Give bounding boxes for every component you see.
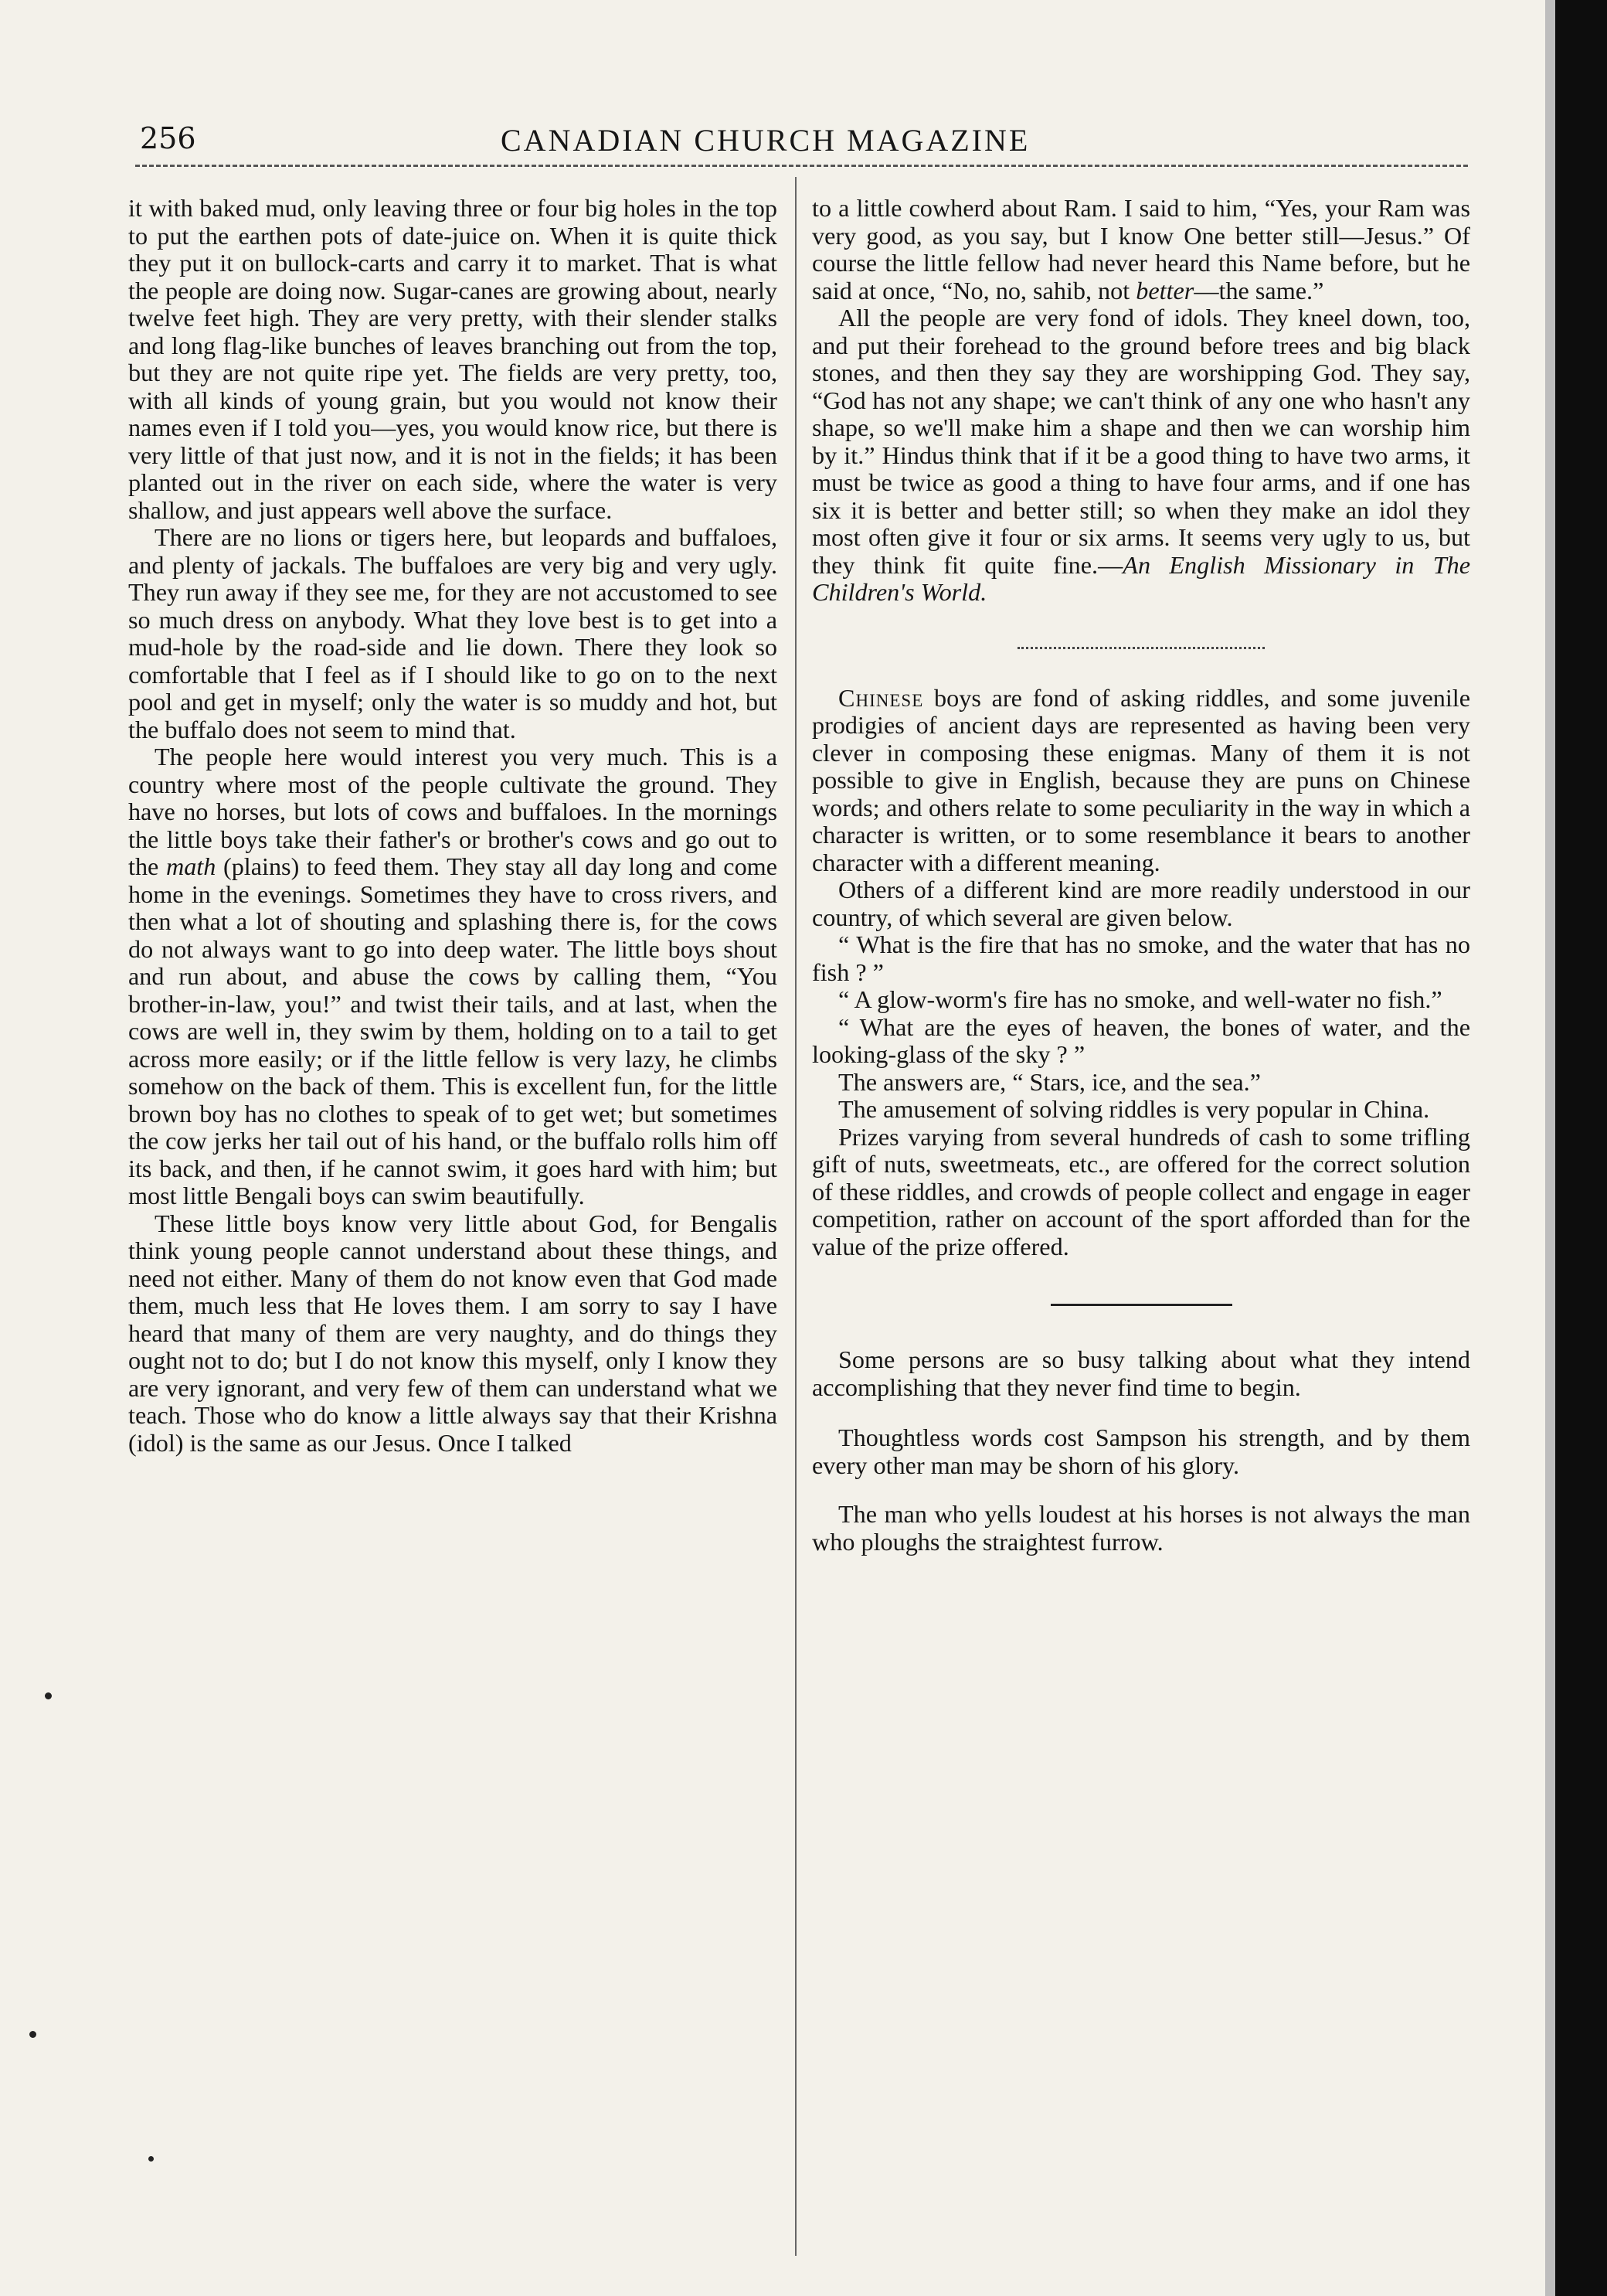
paragraph-text: —the same.”: [1194, 276, 1324, 304]
italic-word: math: [165, 852, 216, 880]
left-column: [128, 195, 777, 1457]
right-column: [812, 195, 1470, 1556]
page-number: 256: [140, 121, 196, 155]
ink-speck: [29, 2031, 36, 2038]
source-attribution: An English Missionary in The Children's World.: [812, 550, 1470, 606]
paragraph-text: boys are fond of asking riddles, and some juvenile prodigies of ancient days are represented as having been very clever in composing these enigmas. Many of them it is not possible to give in English, because they are puns on Chinese words; and others relate to some peculiarity in the way in which a character is written, or to some resemblance it bears to another character with a different meaning.: [812, 683, 1470, 876]
ink-speck: [148, 2156, 154, 2162]
maxim: Some persons are so busy talking about what they intend accomplishing that they never find time to begin.: [812, 1345, 1470, 1401]
section-separator: [1018, 647, 1265, 649]
lead-word: Chinese: [838, 683, 924, 712]
maxim: The man who yells loudest at his horses is not always the man who ploughs the straightest furrow.: [812, 1500, 1470, 1556]
paragraph: it with baked mud, only leaving three or four big holes in the top to put the earthen pots of date-juice on. When it is quite thick they put it on bullock-carts and carry it to market. That is what the people are doing now. Sugar-canes are growing about, nearly twelve feet high. They are very pretty, with their slender stalks and long flag-like bunches of leaves branching out from the top, but they are not quite ripe yet. The fields are very pretty, too, with all kinds of young grain, but you would not know their names even if I told you—yes, you would know rice, but there is very little of that just now, and it is not in the fields; it has been planted out in the river on each side, where the water is very shallow, and just appears well above the surface.: [128, 194, 777, 524]
ink-speck: [45, 1692, 52, 1699]
riddle-question: “ What are the eyes of heaven, the bones of water, and the looking-glass of the sky ? ”: [812, 1012, 1470, 1068]
paragraph-text: (plains) to feed them. They stay all day long and come home in the evenings. Sometimes they have to cross rivers, and then what a lot of shouting and splashing there is, for the cows do not always want to go into deep water. The little boys shout and run about, and abuse the cows by calling them, “You brother-in-law, you!” and twist their tails, and at last, when the cows are well in, they swim by them, holding on to a tail to get across more easily; or if the little fellow is very lazy, he climbs somehow on the back of them. This is excellent fun, for the little brown boy has no clothes to speak of to get wet; but sometimes the cow jerks her tail out of his hand, or the buffalo rolls him off its back, and then, if he cannot swim, it goes hard with him; but most little Bengali boys can swim beautifully.: [128, 852, 777, 1209]
paragraph: The amusement of solving riddles is very popular in China.: [838, 1095, 1430, 1123]
paragraph: These little boys know very little about God, for Bengalis think young people cannot understand about these things, and need not either. Many of them do not know even that God made them, much less that He loves them. I am sorry to say I have heard that many of them are very naughty, and do things they ought not to do; but I do not know this myself, only I know they are very ignorant, and very few of them can understand what we teach. Those who do know a little always say that their Krishna (idol) is the same as our Jesus. Once I talked: [128, 1209, 777, 1457]
column-divider: [795, 177, 797, 2256]
paragraph: [812, 685, 1470, 877]
paragraph-text: to a little cowherd about Ram. I said to him, “Yes, your Ram was very good, as you say, but I know One better still—Jesus.” Of course the little fellow had never heard this Name before, but he said at once, “No, no, sahib, not: [812, 194, 1470, 304]
paragraph: [812, 195, 1470, 304]
maxim: Thoughtless words cost Sampson his strength, and by them every other man may be shorn of his glory.: [812, 1424, 1470, 1479]
riddle-answer: The answers are, “ Stars, ice, and the sea.”: [838, 1067, 1261, 1096]
paragraph: There are no lions or tigers here, but leopards and buffaloes, and plenty of jackals. The buffaloes are very big and very ugly. They run away if they see me, for they are not accustomed to see so much dress on anybody. What they love best is to get into a mud-hole by the road-side and lie down. There they look so comfortable that I feel as if I should like to go on to the next pool and get in myself; only the water is so muddy and hot, but the buffalo does not seem to mind that.: [128, 523, 777, 743]
paragraph: Others of a different kind are more readily understood in our country, of which several are given below.: [812, 876, 1470, 931]
riddle-answer: “ A glow-worm's fire has no smoke, and well-water no fish.”: [838, 985, 1442, 1013]
paragraph-text: The people here would interest you very much. This is a country where most of the people cultivate the ground. They have no horses, but lots of cows and buffaloes. In the mornings the little boys take their father's or brother's cows and go out to the: [128, 743, 777, 880]
paragraph: [128, 743, 777, 1210]
italic-word: better: [1136, 276, 1194, 304]
scan-edge-bar: [1555, 0, 1607, 2296]
header-rule: [135, 165, 1468, 167]
running-title: CANADIAN CHURCH MAGAZINE: [501, 123, 1031, 158]
riddle-question: “ What is the fire that has no smoke, and the water that has no fish ? ”: [812, 930, 1470, 986]
paragraph-text: All the people are very fond of idols. They kneel down, too, and put their forehead to the ground before trees and big black stones, and then they say they are worshipping God. They say, “God has not any shape; we can't think of any one who hasn't any shape, so we'll make him a shape and then we can worship him by it.” Hindus think that if it be a good thing to have two arms, it must be twice as good a thing to have four arms, and if one has six it is better and better still; so when they make an idol they most often give it four or six arms. It seems very ugly to us, but they think fit quite fine.—: [812, 304, 1470, 579]
paragraph: Prizes varying from several hundreds of cash to some trifling gift of nuts, sweetmeats, etc., are offered for the correct solution of these riddles, and crowds of people collect and engage in eager competition, rather on account of the sport afforded than for the value of the prize offered.: [812, 1122, 1470, 1260]
section-rule: [1051, 1304, 1232, 1306]
scan-edge-shadow: [1545, 0, 1555, 2296]
paragraph: [812, 304, 1470, 607]
